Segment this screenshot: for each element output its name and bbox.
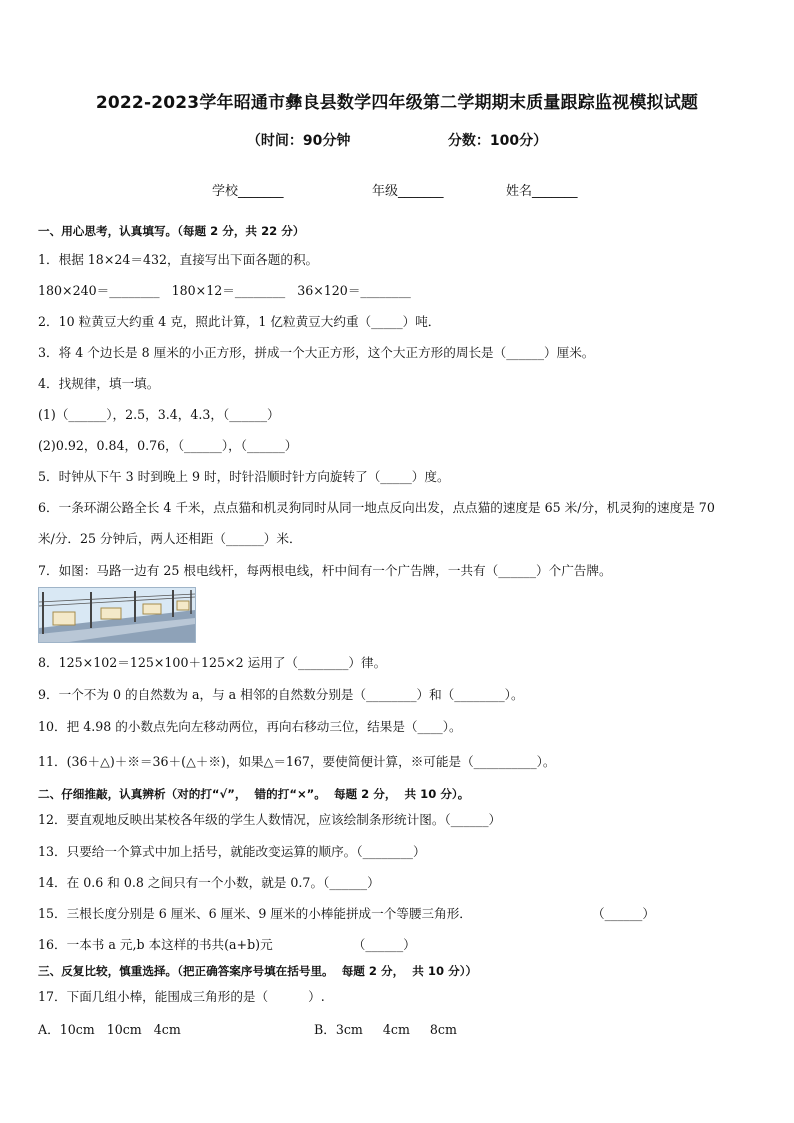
section-heading-3: 三、反复比较，慎重选择。（把正确答案序号填在括号里。 每题 2 分， 共 10 分））: [38, 964, 478, 978]
question-4-part-2: (2)0.92，0.84，0.76，（______），（______）: [38, 438, 298, 453]
school-field: 学校_______: [212, 184, 284, 199]
question-8: 8．125×102＝125×100＋125×2 运用了（________）律。: [38, 655, 387, 670]
question-9: 9．一个不为 0 的自然数为 a，与 a 相邻的自然数分别是（________）和（________）。: [38, 687, 524, 702]
question-14: 14．在 0.6 和 0.8 之间只有一个小数，就是 0.7。（______）: [38, 875, 380, 890]
question-11: 11．(36＋△)＋※＝36＋(△＋※)，如果△＝167，要使简便计算，※可能是（__________）。: [38, 754, 556, 769]
question-5: 5．时钟从下午 3 时到晚上 9 时，时针沿顺时针方向旋转了（_____）度。: [38, 469, 450, 484]
section-heading-2: 二、仔细推敲，认真辨析（对的打“√”， 错的打“×”。 每题 2 分， 共 10 分）。: [38, 787, 470, 801]
question-1-items: 180×240＝________ 180×12＝________ 36×120＝________: [38, 283, 411, 298]
section-heading-1: 一、用心思考，认真填写。（每题 2 分，共 22 分）: [38, 224, 305, 238]
question-15: 15．三根长度分别是 6 厘米、6 厘米、9 厘米的小棒能拼成一个等腰三角形． （______）: [38, 906, 655, 921]
question-1: 1．根据 18×24＝432，直接写出下面各题的积。: [38, 252, 319, 267]
question-7: 7．如图：马路一边有 25 根电线杆，每两根电线，杆中间有一个广告牌，一共有（______）个广告牌。: [38, 563, 612, 578]
question-16: 16．一本书 a 元,b 本这样的书共(a+b)元 （______）: [38, 937, 416, 952]
name-field: 姓名_______: [506, 184, 578, 199]
question-6: 6．一条环湖公路全长 4 千米，点点猫和机灵狗同时从同一地点反向出发，点点猫的速度是 65 米/分，机灵狗的速度是 70: [38, 500, 715, 515]
question-17: 17．下面几组小棒，能围成三角形的是（ ）.: [38, 989, 325, 1004]
question-10: 10．把 4.98 的小数点先向左移动两位，再向右移动三位，结果是（____）。: [38, 719, 462, 734]
question-13: 13．只要给一个算式中加上括号，就能改变运算的顺序。（________）: [38, 844, 426, 859]
question-4: 4．找规律，填一填。: [38, 376, 160, 391]
question-2: 2．10 粒黄豆大约重 4 克，照此计算，1 亿粒黄豆大约重（_____）吨．: [38, 314, 441, 329]
grade-field: 年级_______: [372, 184, 444, 199]
exam-time-score: （时间：90分钟 分数：100分）: [246, 133, 548, 149]
question-12: 12．要直观地反映出某校各年级的学生人数情况，应该绘制条形统计图。（______）: [38, 812, 502, 827]
question-6-continued: 米/分．25 分钟后，两人还相距（______）米．: [38, 531, 302, 546]
question-4-part-1: (1)（______），2.5，3.4，4.3，（______）: [38, 407, 280, 422]
road-poles-image: [38, 587, 196, 643]
question-3: 3．将 4 个边长是 8 厘米的小正方形，拼成一个大正方形，这个大正方形的周长是（______）厘米。: [38, 345, 595, 360]
page-title: 2022-2023学年昭通市彝良县数学四年级第二学期期末质量跟踪监视模拟试题: [95, 93, 699, 113]
option-a: A．10cm 10cm 4cm: [38, 1022, 181, 1037]
option-b: B．3cm 4cm 8cm: [314, 1022, 457, 1037]
